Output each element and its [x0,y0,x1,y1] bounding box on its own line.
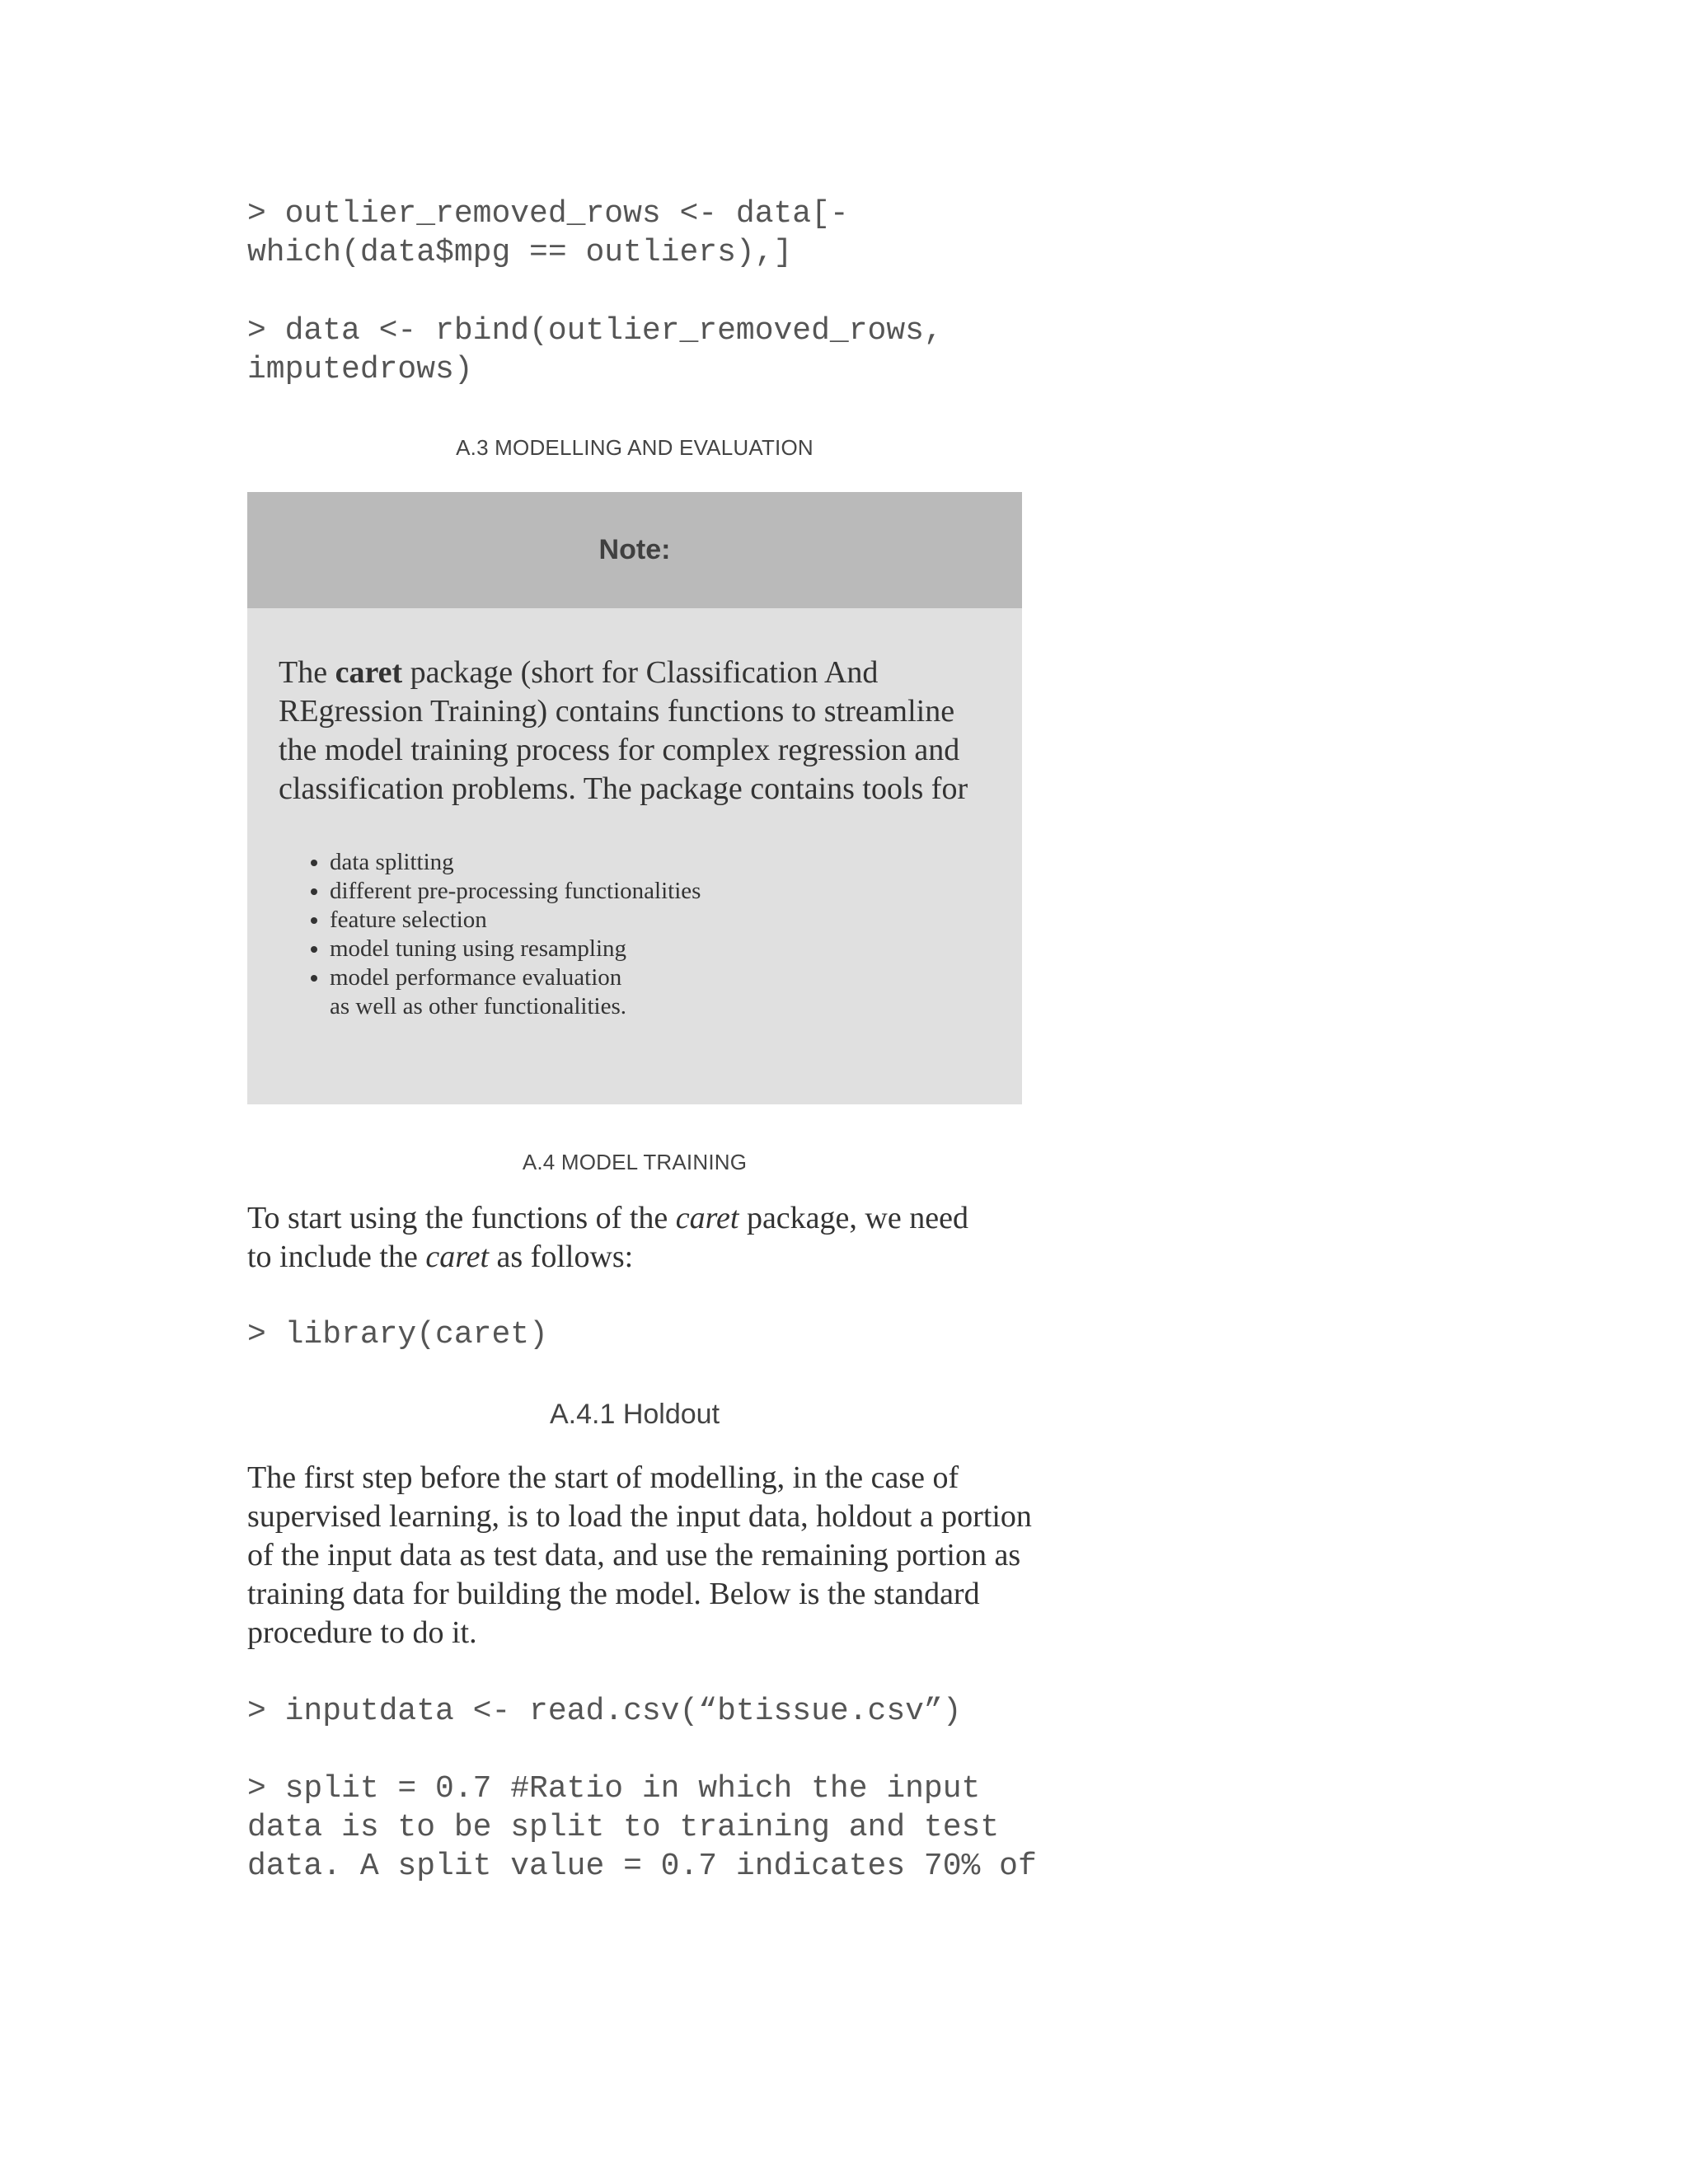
note-title: Note: [247,492,1022,608]
note-intro [279,654,991,808]
paragraph-emphasis: caret [675,1201,739,1235]
code-line: which(data$mpg == outliers),] [247,235,793,270]
training-paragraph [247,1199,989,1277]
paragraph-text: To start using the functions of the [247,1201,676,1235]
code-line: > outlier_removed_rows <- data[- [247,196,849,232]
list-item: • feature selection [330,906,1022,935]
code-line: data. A split value = 0.7 indicates 70% of [247,1849,1037,1884]
note-intro-text: The [279,655,335,690]
code-rbind [247,312,1039,389]
subsection-heading-holdout: A.4.1 Holdout [549,1399,720,1430]
note-tail: as well as other functionalities. [330,993,626,1019]
note-body [247,608,1022,808]
list-item: • different pre-processing functionalities [330,877,1022,906]
code-line: > data <- rbind(outlier_removed_rows, [247,313,943,349]
note-list [279,848,1022,992]
paragraph-emphasis: caret [425,1240,490,1274]
section-heading-training: A.4 MODEL TRAINING [522,1150,748,1174]
note-intro-bold: caret [335,655,403,690]
code-line: imputedrows) [247,352,473,387]
code-read-csv: > inputdata <- read.csv(“btissue.csv”) [247,1694,962,1729]
paragraph-text: as follows: [489,1240,634,1274]
code-library: > library(caret) [247,1317,548,1352]
code-split [247,1769,1039,1886]
list-item: • model performance evaluation [330,963,1022,992]
code-outlier-removed [247,194,1039,272]
list-item: • data splitting [330,848,1022,877]
note-box [247,492,1022,1104]
code-line: > split = 0.7 #Ratio in which the input [247,1771,981,1807]
holdout-paragraph: The first step before the start of modelling, in the case of supervised learning, is to load the input data, holdout a portion of the input data as test data, and use the remaining portion as training data for building the model. Below is the standard procedure to do it. [247,1460,1032,1650]
note-intro-text: package (short for Classification And REgression Training) contains functions to streamline the model training process for complex regression and classification problems. The package contains tools for [279,655,968,806]
list-item: • model tuning using resampling [330,935,1022,963]
code-line: data is to be split to training and test [247,1810,1000,1845]
paragraph-text: package, we need to include the [247,1201,968,1274]
section-heading-modelling: A.3 MODELLING AND EVALUATION [456,435,814,460]
